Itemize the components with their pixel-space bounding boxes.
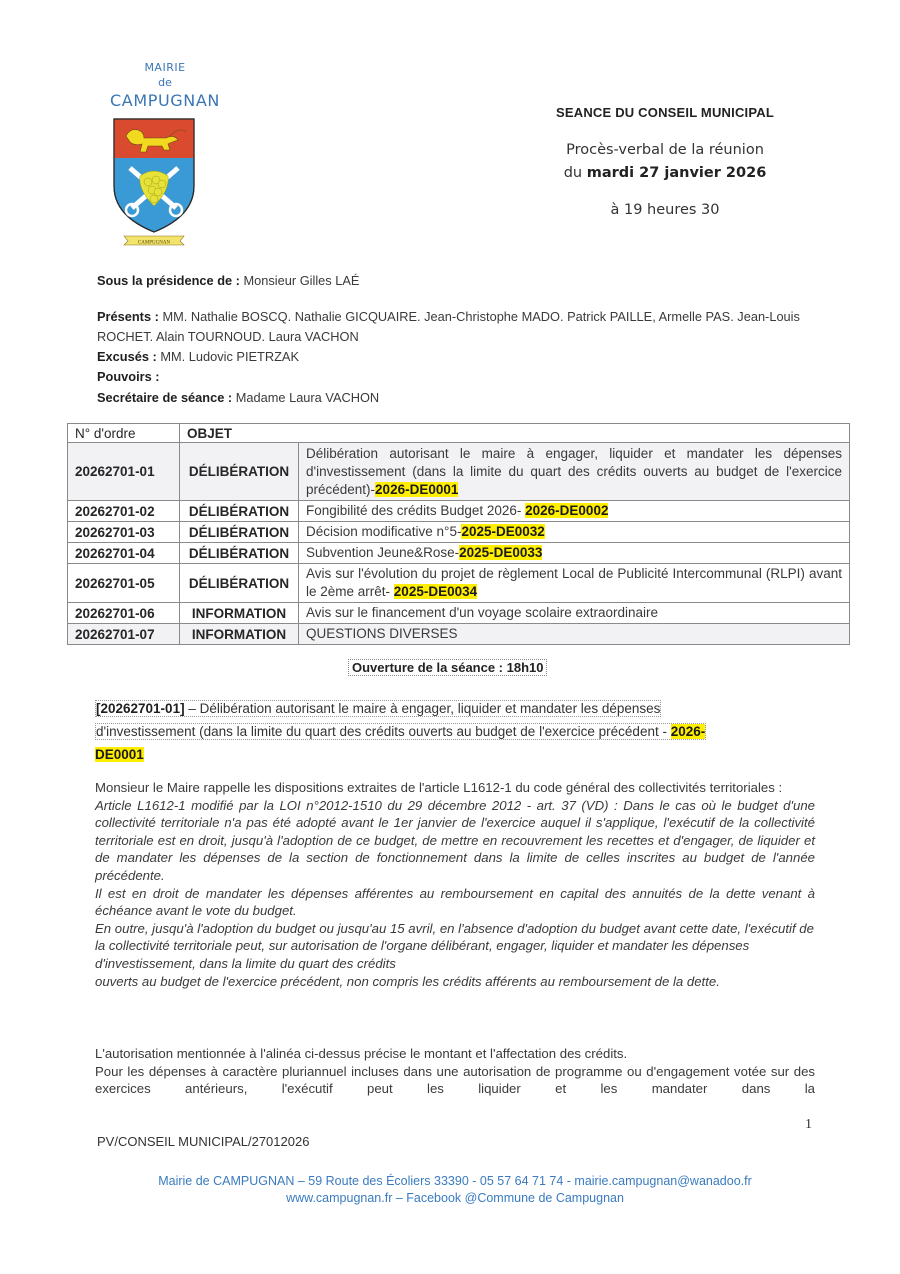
body-block-1 xyxy=(95,779,815,990)
agenda-object xyxy=(299,543,850,564)
item-ref-part1: 2026- xyxy=(670,724,706,739)
agenda-type: DÉLIBÉRATION xyxy=(180,543,299,564)
agenda-object-text: Décision modificative n°5- xyxy=(306,524,462,539)
meeting-time: à 19 heures 30 xyxy=(610,202,720,218)
agenda-row xyxy=(68,603,850,624)
agenda-row xyxy=(68,501,850,522)
secretaire-value: Madame Laura VACHON xyxy=(232,390,380,405)
presidence-value: Monsieur Gilles LAÉ xyxy=(239,273,360,288)
presents-label: Présents : xyxy=(97,309,159,324)
date-value: mardi 27 janvier 2026 xyxy=(586,165,767,181)
agenda-table xyxy=(67,423,850,645)
agenda-object xyxy=(299,564,850,603)
agenda-object-text: Délibération autorisant le maire à engager, liquider et mandater les dépenses d'investissement (dans la limite du quart des crédits ouverts au budget de l'exercice précédent)- xyxy=(306,445,842,497)
seance-title: SEANCE DU CONSEIL MUNICIPAL xyxy=(556,105,774,120)
ribbon-text: CAMPUGNAN xyxy=(137,240,171,246)
item-title-line1 xyxy=(95,700,661,717)
item-title xyxy=(95,697,817,766)
footer-web: www.campugnan.fr – Facebook @Commune de Campugnan xyxy=(286,1191,624,1205)
agenda-type: DÉLIBÉRATION xyxy=(180,443,299,501)
agenda-object-text: Subvention Jeune&Rose- xyxy=(306,545,460,560)
secretaire-line xyxy=(97,388,817,408)
header-objet: OBJET xyxy=(180,424,850,443)
agenda-row xyxy=(68,543,850,564)
agenda-type: DÉLIBÉRATION xyxy=(180,522,299,543)
footer-contact xyxy=(80,1173,830,1207)
pouvoirs-line xyxy=(97,367,817,387)
agenda-order-number: 20262701-04 xyxy=(68,543,180,564)
presents-line xyxy=(97,307,817,347)
coat-of-arms-icon xyxy=(108,116,200,246)
agenda-object xyxy=(299,603,850,624)
agenda-order-number: 20262701-02 xyxy=(68,501,180,522)
agenda-row xyxy=(68,624,850,645)
agenda-row xyxy=(68,522,850,543)
article-paragraph-3b: ouverts au budget de l'exercice précédent, non compris les crédits afférents au remboursement de la dette. xyxy=(95,973,720,989)
agenda-object xyxy=(299,522,850,543)
excuses-line xyxy=(97,347,817,367)
agenda-order-number: 20262701-01 xyxy=(68,443,180,501)
intro-paragraph: Monsieur le Maire rappelle les dispositions extraites de l'article L1612-1 du code général des collectivités territoriales : xyxy=(95,780,783,795)
logo-mairie-text: MAIRIE xyxy=(144,61,186,74)
logo-de-text: de xyxy=(158,76,172,89)
deliberation-reference: 2026-DE0002 xyxy=(525,503,609,518)
agenda-object xyxy=(299,624,850,645)
agenda-type: INFORMATION xyxy=(180,624,299,645)
agenda-order-number: 20262701-05 xyxy=(68,564,180,603)
document-reference: PV/CONSEIL MUNICIPAL/27012026 xyxy=(97,1134,310,1149)
agenda-object-text: QUESTIONS DIVERSES xyxy=(306,626,458,641)
agenda-order-number: 20262701-03 xyxy=(68,522,180,543)
agenda-object-text: Avis sur le financement d'un voyage scolaire extraordinaire xyxy=(306,605,659,620)
secretaire-label: Secrétaire de séance : xyxy=(97,390,233,405)
excuses-value: MM. Ludovic PIETRZAK xyxy=(156,349,299,364)
deliberation-reference: 2025-DE0034 xyxy=(393,584,478,599)
article-paragraph-3a: En outre, jusqu'à l'adoption du budget ou jusqu'au 15 avril, en l'absence d'adoption du budget avant cette date, l'exécutif de la collectivité territoriale peut, sur autorisation de l'organe délibérant, engager, liquider et mandater les dépenses d'investissement, dans la limite du quart des crédits xyxy=(95,920,814,971)
date-prefix: du xyxy=(563,165,587,181)
article-paragraph-2: Il est en droit de mandater les dépenses afférentes au remboursement en capital des annuités de la dette venant à échéance avant le vote du budget. xyxy=(95,885,815,919)
presidence-line xyxy=(97,271,817,291)
article-paragraph-1: Article L1612-1 modifié par la LOI n°2012-1510 du 29 décembre 2012 - art. 37 (VD) : Dans le cas où le budget d'une collectivité territoriale n'a pas été adopté avant le 1er janvier de l'exercice auquel il s'applique, l'exécutif de la collectivité territoriale est en droit, jusqu'à l'adoption de ce budget, de mettre en recouvrement les recettes et d'engager, de liquider et de mandater les dépenses de la section de fonctionnement dans la limite de celles inscrites au budget de l'année précédente. xyxy=(95,797,815,883)
agenda-header-row xyxy=(68,424,850,443)
excuses-label: Excusés : xyxy=(97,349,157,364)
deliberation-reference: 2025-DE0033 xyxy=(459,545,543,560)
pouvoirs-label: Pouvoirs : xyxy=(97,369,160,384)
item-title-text2: d'investissement (dans la limite du quart des crédits ouverts au budget de l'exercice précédent - xyxy=(96,724,671,739)
agenda-object-text: Fongibilité des crédits Budget 2026- xyxy=(306,503,526,518)
presidence-label: Sous la présidence de : xyxy=(97,273,240,288)
deliberation-reference: 2026-DE0001 xyxy=(375,481,459,497)
agenda-object-text: Avis sur l'évolution du projet de règlement Local de Publicité Intercommunal (RLPI) avant le 2ème arrêt- xyxy=(306,566,842,599)
agenda-row xyxy=(68,564,850,603)
agenda-object xyxy=(299,443,850,501)
body-block-2 xyxy=(95,1045,815,1098)
page-number: 1 xyxy=(805,1117,812,1132)
agenda-type: INFORMATION xyxy=(180,603,299,624)
header-num: N° d'ordre xyxy=(68,424,180,443)
agenda-type: DÉLIBÉRATION xyxy=(180,564,299,603)
agenda-row xyxy=(68,443,850,501)
agenda-type: DÉLIBÉRATION xyxy=(180,501,299,522)
agenda-order-number: 20262701-06 xyxy=(68,603,180,624)
opening-time: Ouverture de la séance : 18h10 xyxy=(348,659,547,676)
paragraph-pluriannuel: Pour les dépenses à caractère pluriannuel incluses dans une autorisation de programme ou d'engagement votée sur des exercices antérieurs, l'exécutif peut les liquider et les mandater dans la xyxy=(95,1063,815,1097)
agenda-order-number: 20262701-07 xyxy=(68,624,180,645)
item-title-text1: – Délibération autorisant le maire à engager, liquider et mandater les dépenses xyxy=(184,701,661,716)
deliberation-reference: 2025-DE0032 xyxy=(461,524,545,539)
agenda-object xyxy=(299,501,850,522)
paragraph-autorisation: L'autorisation mentionnée à l'alinéa ci-dessus précise le montant et l'affectation des crédits. xyxy=(95,1046,628,1061)
item-code: [20262701-01] xyxy=(96,701,185,716)
item-ref-part2: DE0001 xyxy=(95,747,144,762)
presents-value: MM. Nathalie BOSCQ. Nathalie GICQUAIRE. Jean-Christophe MADO. Patrick PAILLE, Armelle PAS. Jean-Louis ROCHET. Alain TOURNOUD. Laura VACHON xyxy=(97,309,800,344)
pv-subtitle: Procès-verbal de la réunion xyxy=(566,142,764,158)
footer-address: Mairie de CAMPUGNAN – 59 Route des Écoliers 33390 - 05 57 64 71 74 - mairie.campugnan@wanadoo.fr xyxy=(158,1174,752,1188)
logo-town-name: CAMPUGNAN xyxy=(110,91,220,110)
item-title-line2 xyxy=(95,723,706,740)
meeting-date xyxy=(505,165,825,181)
